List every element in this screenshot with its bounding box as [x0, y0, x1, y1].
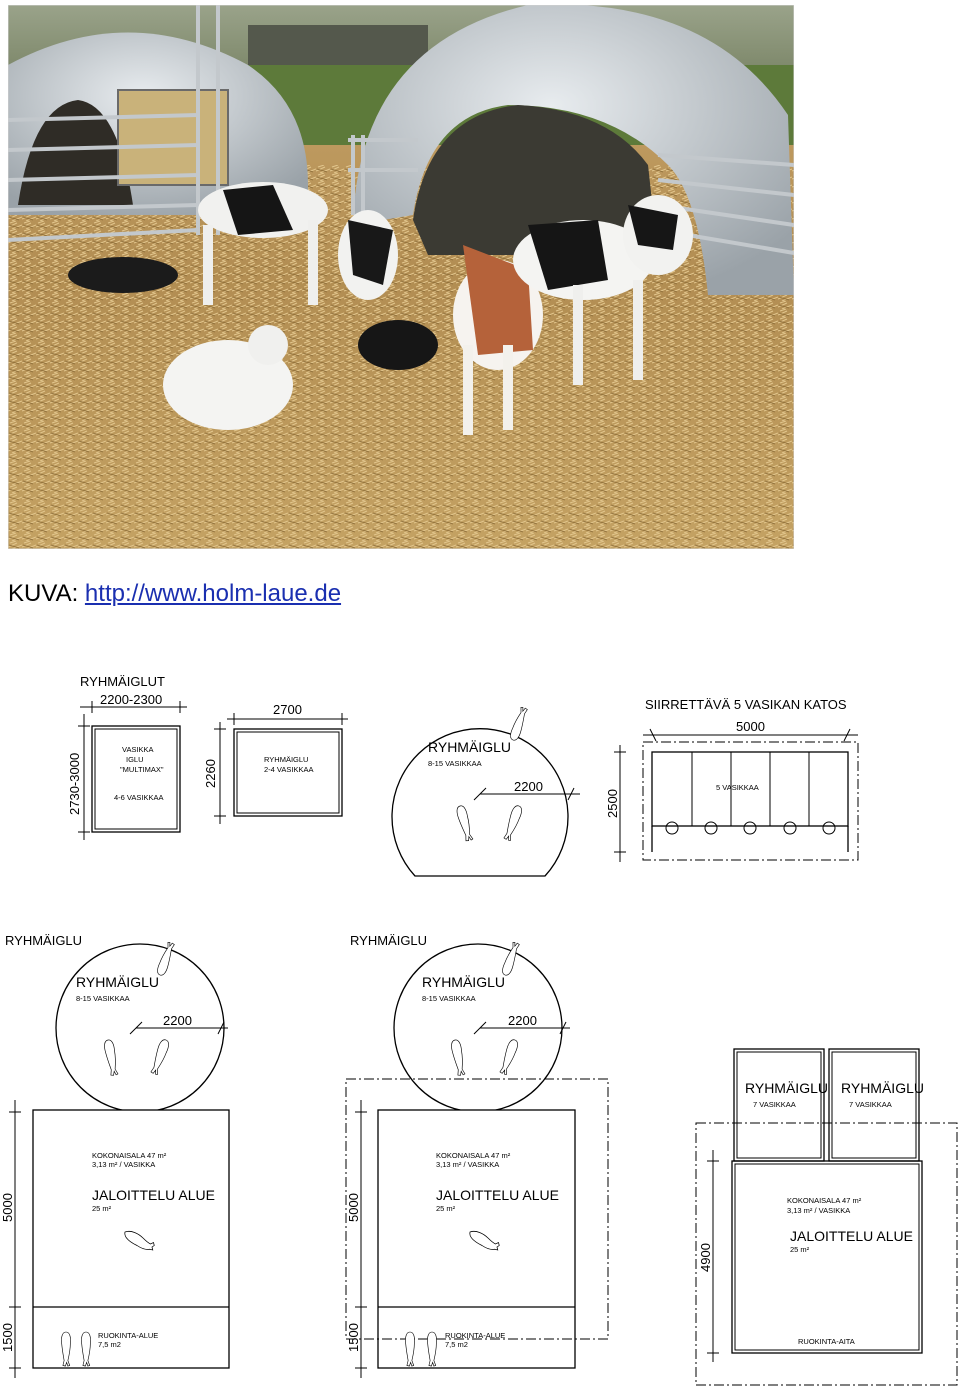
- source-link[interactable]: http://www.holm-laue.de: [84, 580, 342, 607]
- layout-c-igloo2-sub: 7 VASIKKAA: [849, 1100, 892, 1109]
- shelter-inner-label: 5 VASIKKAA: [716, 783, 759, 792]
- layout-a-feed-title: RUOKINTA-ALUE: [98, 1331, 159, 1340]
- layout-a-area-per: 3,13 m² / VASIKKA: [92, 1160, 156, 1169]
- small-igloo-line2: 2-4 VASIKKAA: [264, 765, 314, 774]
- layout-b-area-total: KOKONAISALA 47 m²: [436, 1151, 511, 1160]
- layout-a-dim-main: 5000: [0, 1193, 15, 1222]
- small-igloo-line1: RYHMÄIGLU: [264, 755, 309, 764]
- layout-c-dim-main: 4900: [698, 1243, 713, 1272]
- shelter-height-dim: 2500: [605, 789, 620, 818]
- ryhmaiglut-width-dim: 2200-2300: [100, 692, 163, 707]
- layout-b-igloo-sub: 8-15 VASIKKAA: [422, 994, 476, 1003]
- small-igloo-width-dim: 2700: [273, 702, 302, 717]
- small-igloo-height-dim: 2260: [203, 759, 218, 788]
- layout-c-area-total: KOKONAISALA 47 m²: [787, 1196, 862, 1205]
- layout-a-dim-feed: 1500: [0, 1323, 15, 1352]
- layout-b-dim-main: 5000: [346, 1193, 361, 1222]
- shelter-width-dim: 5000: [736, 719, 765, 734]
- layout-a-radius-dim: 2200: [163, 1013, 192, 1028]
- round-igloo-title: RYHMÄIGLU: [428, 739, 511, 755]
- ryhmaiglut-title: RYHMÄIGLUT: [80, 674, 165, 689]
- layout-b-yard-title: JALOITTELU ALUE: [436, 1187, 559, 1203]
- shelter-title: SIIRRETTÄVÄ 5 VASIKAN KATOS: [645, 697, 847, 712]
- ryhmaiglut-line4: 4-6 VASIKKAA: [114, 793, 164, 802]
- layout-c-igloo2-title: RYHMÄIGLU: [841, 1080, 924, 1096]
- ryhmaiglut-height-dim: 2730-3000: [67, 752, 82, 815]
- layout-c-yard-area: 25 m²: [790, 1245, 810, 1254]
- layout-b-label: RYHMÄIGLU: [350, 933, 428, 948]
- layout-a-label: RYHMÄIGLU: [5, 933, 83, 948]
- round-igloo-radius-dim: 2200: [514, 779, 543, 794]
- ryhmaiglut-line1: VASIKKA: [122, 745, 154, 754]
- layout-b-feed-area: 7,5 m2: [445, 1340, 468, 1349]
- caption-prefix: KUVA:: [8, 580, 85, 607]
- ryhmaiglut-line2: IGLU: [126, 755, 144, 764]
- layout-b-radius-dim: 2200: [508, 1013, 537, 1028]
- layout-c-area-per: 3,13 m² / VASIKKA: [787, 1206, 851, 1215]
- layout-a-feed-area: 7,5 m2: [98, 1340, 121, 1349]
- layout-a-igloo-sub: 8-15 VASIKKAA: [76, 994, 130, 1003]
- ryhmaiglut-line3: "MULTIMAX": [120, 765, 164, 774]
- layout-b-feed-title: RUOKINTA-ALUE: [445, 1331, 506, 1340]
- layout-b-area-per: 3,13 m² / VASIKKA: [436, 1160, 500, 1169]
- layout-c-yard-title: JALOITTELU ALUE: [790, 1228, 913, 1244]
- layout-a-yard-area: 25 m²: [92, 1204, 112, 1213]
- layout-a-area-total: KOKONAISALA 47 m²: [92, 1151, 167, 1160]
- layout-b-yard-area: 25 m²: [436, 1204, 456, 1213]
- layout-c-igloo1-sub: 7 VASIKKAA: [753, 1100, 796, 1109]
- layout-c-igloo1-title: RYHMÄIGLU: [745, 1080, 828, 1096]
- layout-c-feed-title: RUOKINTA-AITA: [798, 1337, 855, 1346]
- round-igloo-sub: 8-15 VASIKKAA: [428, 759, 482, 768]
- layout-b-dim-feed: 1500: [346, 1323, 361, 1352]
- layout-b-igloo-title: RYHMÄIGLU: [422, 974, 505, 990]
- layout-a-igloo-title: RYHMÄIGLU: [76, 974, 159, 990]
- layout-a-yard-title: JALOITTELU ALUE: [92, 1187, 215, 1203]
